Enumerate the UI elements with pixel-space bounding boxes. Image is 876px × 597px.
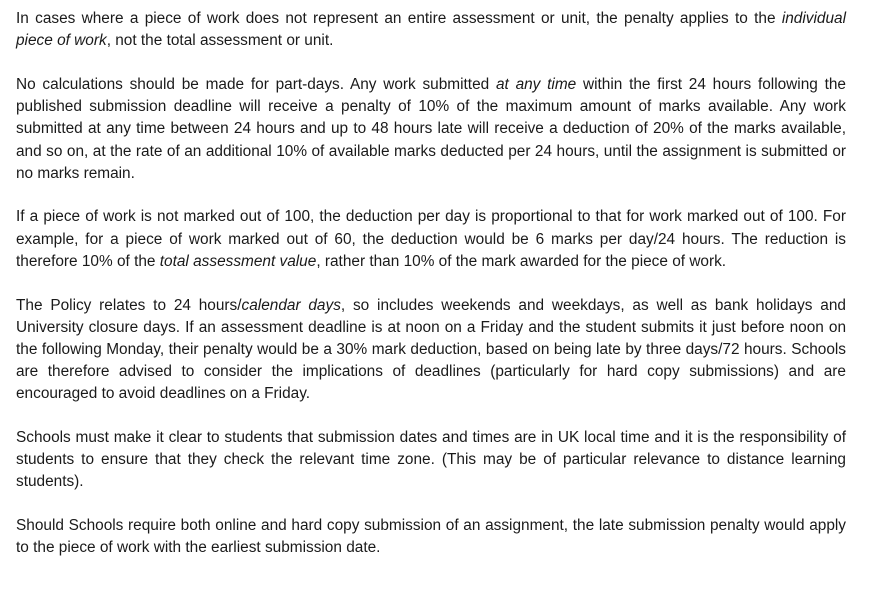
paragraph-text: In cases where a piece of work does not represent an entire assessment or unit, the penalty applies to the [16,10,782,27]
paragraph-text: Should Schools require both online and hard copy submission of an assignment, the late submission penalty would apply to the piece of work with the earliest submission date. [16,517,846,557]
paragraph-part-days [16,74,846,185]
paragraph-hard-copy-submission [16,515,846,559]
paragraph-calendar-days [16,295,846,406]
paragraph-text: within the first 24 hours following the published submission deadline will receive a penalty of 10% of the maximum amount of marks available. Any work submitted at any time between 24 hours and up to 48 hours late will receive a deduction of 20% of the marks available, and so on, at the rate of an additional 10% of available marks deducted per 24 hours, until the assignment is submitted or no marks remain. [16,75,846,182]
paragraph-emphasis: total assessment value [159,252,317,270]
paragraph-text: , rather than 10% of the mark awarded for the piece of work. [316,252,727,270]
paragraph-text: Schools must make it clear to students that submission dates and times are in UK local time and it is the responsibility of students to ensure that they check the relevant time zone. (This may be of particular relevance to distance learning students). [16,429,846,491]
paragraph-uk-local-time [16,427,846,494]
paragraph-emphasis: at any time [495,75,577,93]
paragraph-text: No calculations should be made for part-days. Any work submitted [16,75,496,93]
paragraph-emphasis: calendar days [241,296,341,314]
paragraph-text: The Policy relates to 24 hours/ [16,296,242,314]
paragraph-partial-work [16,8,846,52]
paragraph-text: If a piece of work is not marked out of 100, the deduction per day is proportional to that for work marked out of 100. For example, for a piece of work marked out of 60, the deduction would be 6 marks per day/24 hours. The reduction is therefore 10% of the [16,208,846,270]
paragraph-emphasis: individual piece of work [16,10,846,50]
paragraph-text: , not the total assessment or unit. [106,32,334,50]
paragraph-text: , so includes weekends and weekdays, as well as bank holidays and University closure days. If an assessment deadline is at noon on a Friday and the student submits it just before noon on the following Monday, their penalty would be a 30% mark deduction, based on being late by three days/72 hours. Schools are therefore advised to consider the implications of deadlines (particularly for hard copy submissions) and are encouraged to avoid deadlines on a Friday. [16,296,846,403]
paragraph-proportional-deduction [16,206,846,273]
